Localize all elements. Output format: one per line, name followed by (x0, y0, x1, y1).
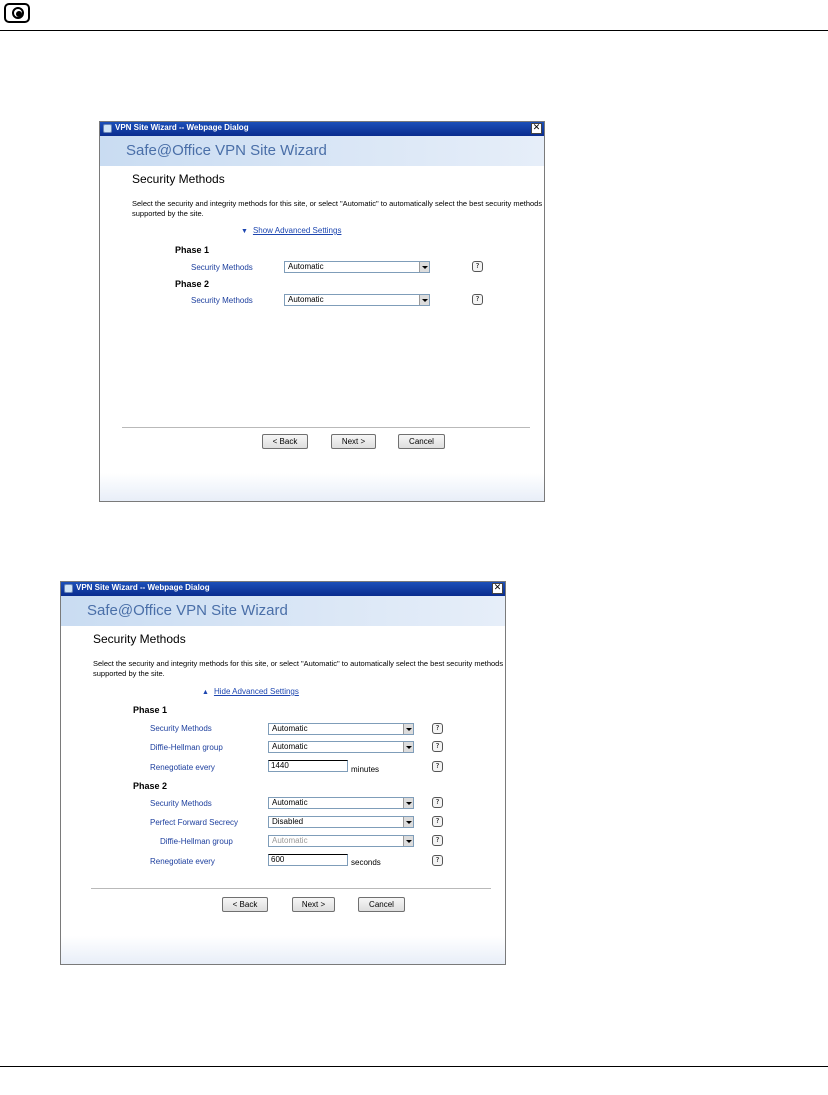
triangle-up-icon: ▲ (202, 689, 209, 696)
chevron-down-icon[interactable] (403, 724, 413, 734)
dialog-window-title: VPN Site Wizard -- Webpage Dialog (76, 583, 210, 592)
chevron-down-icon (403, 836, 413, 846)
product-logo-icon (4, 3, 30, 23)
phase1-heading: Phase 1 (175, 245, 210, 255)
advanced-link-label: Hide Advanced Settings (213, 687, 299, 696)
help-icon[interactable]: ? (432, 741, 443, 752)
phase1-renegotiate-unit: minutes (351, 765, 380, 774)
select-value: Disabled (272, 817, 304, 826)
hide-advanced-settings-link[interactable] (202, 687, 299, 696)
phase1-dh-group-label: Diffie-Hellman group (150, 743, 223, 752)
phase1-heading: Phase 1 (133, 705, 168, 715)
wizard-dialog-advanced (60, 581, 506, 965)
help-icon[interactable]: ? (432, 835, 443, 846)
select-value: Automatic (272, 742, 308, 751)
phase2-heading: Phase 2 (175, 279, 210, 289)
button-separator (122, 427, 530, 428)
input-value: 600 (271, 855, 285, 864)
cancel-button[interactable]: Cancel (358, 897, 405, 912)
button-separator (91, 888, 491, 889)
phase2-renegotiate-input[interactable] (268, 854, 348, 866)
input-value: 1440 (271, 761, 289, 770)
phase2-dh-group-select (268, 835, 414, 847)
phase2-security-methods-label: Security Methods (150, 799, 212, 808)
phase1-security-methods-label: Security Methods (150, 724, 212, 733)
help-icon[interactable]: ? (432, 816, 443, 827)
chevron-down-icon[interactable] (403, 798, 413, 808)
phase2-pfs-label: Perfect Forward Secrecy (150, 818, 239, 827)
dialog-footer-band (61, 936, 505, 964)
wizard-dialog-basic (99, 121, 545, 502)
back-button[interactable]: < Back (262, 434, 308, 449)
dialog-titlebar (100, 122, 544, 136)
next-button[interactable]: Next > (331, 434, 376, 449)
wizard-title: Safe@Office VPN Site Wizard (87, 602, 288, 619)
phase2-renegotiate-unit: seconds (351, 858, 381, 867)
help-icon[interactable]: ? (432, 797, 443, 808)
chevron-down-icon[interactable] (419, 262, 429, 272)
help-icon[interactable]: ? (432, 855, 443, 866)
phase2-renegotiate-label: Renegotiate every (150, 857, 215, 866)
section-title: Security Methods (132, 172, 225, 186)
dialog-window-title: VPN Site Wizard -- Webpage Dialog (115, 123, 249, 132)
cancel-button[interactable]: Cancel (398, 434, 445, 449)
header-rule (0, 30, 828, 31)
wizard-header (61, 596, 505, 626)
phase1-dh-group-select[interactable] (268, 741, 414, 753)
phase1-renegotiate-label: Renegotiate every (150, 763, 215, 772)
footer-rule (0, 1066, 828, 1067)
select-value: Automatic (288, 295, 324, 304)
select-value: Automatic (272, 836, 308, 845)
help-icon[interactable]: ? (472, 294, 483, 305)
section-title: Security Methods (93, 632, 186, 646)
phase2-security-methods-select[interactable] (284, 294, 430, 306)
phase1-renegotiate-input[interactable] (268, 760, 348, 772)
dialog-footer-band (100, 473, 544, 501)
phase2-heading: Phase 2 (133, 781, 168, 791)
chevron-down-icon[interactable] (419, 295, 429, 305)
show-advanced-settings-link[interactable] (241, 226, 341, 235)
browser-window-icon (64, 584, 73, 593)
phase2-security-methods-label: Security Methods (191, 296, 253, 305)
phase1-security-methods-select[interactable] (268, 723, 414, 735)
select-value: Automatic (288, 262, 324, 271)
chevron-down-icon[interactable] (403, 817, 413, 827)
help-icon[interactable]: ? (432, 723, 443, 734)
select-value: Automatic (272, 724, 308, 733)
wizard-title: Safe@Office VPN Site Wizard (126, 142, 327, 159)
browser-window-icon (103, 124, 112, 133)
description-text: Select the security and integrity methods for this site, or select "Automatic" to automatically select the best security methods supported by the site. (93, 659, 504, 678)
phase2-dh-group-label: Diffie-Hellman group (160, 837, 233, 846)
advanced-link-label: Show Advanced Settings (252, 226, 342, 235)
close-icon[interactable]: ✕ (493, 583, 502, 593)
phase1-security-methods-label: Security Methods (191, 263, 253, 272)
help-icon[interactable]: ? (472, 261, 483, 272)
triangle-down-icon: ▼ (241, 228, 248, 235)
close-icon[interactable]: ✕ (532, 123, 541, 133)
phase2-security-methods-select[interactable] (268, 797, 414, 809)
phase2-pfs-select[interactable] (268, 816, 414, 828)
chevron-down-icon[interactable] (403, 742, 413, 752)
description-text: Select the security and integrity methods for this site, or select "Automatic" to automatically select the best security methods supported by the site. (132, 199, 543, 218)
help-icon[interactable]: ? (432, 761, 443, 772)
wizard-header (100, 136, 544, 166)
dialog-titlebar (61, 582, 505, 596)
select-value: Automatic (272, 798, 308, 807)
next-button[interactable]: Next > (292, 897, 335, 912)
back-button[interactable]: < Back (222, 897, 268, 912)
phase1-security-methods-select[interactable] (284, 261, 430, 273)
